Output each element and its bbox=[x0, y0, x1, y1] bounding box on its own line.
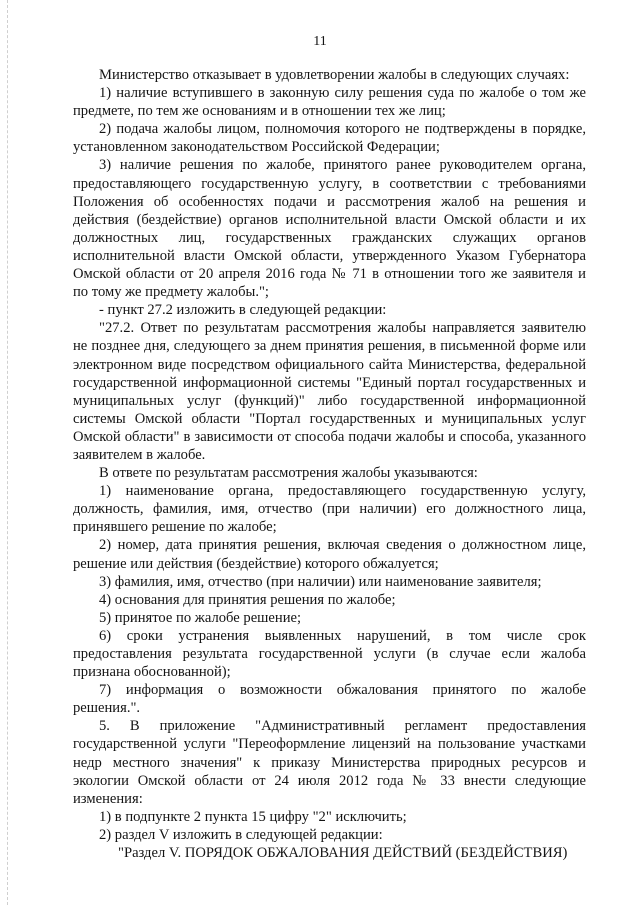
paragraph-line: предоставления результата государственной услуги (в случае если жалоба bbox=[73, 646, 586, 662]
paragraph-line: электронном виде посредством официального сайта Министерства, федеральной bbox=[73, 356, 586, 373]
paragraph-line: В ответе по результатам рассмотрения жалобы указываются: bbox=[99, 465, 478, 482]
paragraph-line: признана обоснованной); bbox=[73, 664, 231, 681]
paragraph-line: действия (бездействие) органов исполнительной власти Омской области и их bbox=[73, 211, 586, 228]
paragraph-line: 5. В приложение "Административный регламент предоставления bbox=[99, 718, 586, 735]
paragraph-line: 2) номер, дата принятия решения, включая сведения о должностном лице, bbox=[99, 537, 586, 554]
paragraph-line: принявшего решение по жалобе; bbox=[73, 519, 277, 536]
paragraph-line: предоставляющего государственную услугу, в соответствии с требованиями bbox=[73, 175, 586, 192]
paragraph-line: Положения об особенностях подачи и рассмотрения жалоб на решения и bbox=[73, 193, 586, 210]
paragraph-line: 1) наличие вступившего в законную силу решения суда по жалобе о том же bbox=[99, 85, 586, 102]
paragraph-line: установленном законодательством Российской Федерации; bbox=[73, 139, 440, 156]
paragraph-line: "27.2. Ответ по результатам рассмотрения жалобы направляется заявителю bbox=[99, 320, 586, 337]
paragraph-line: системы Омской области "Портал государственных и муниципальных услуг bbox=[73, 410, 586, 427]
paragraph-line: 4) основания для принятия решения по жалобе; bbox=[99, 591, 396, 608]
paragraph-line: 1) наименование органа, предоставляющего государственную услугу, bbox=[99, 483, 586, 500]
paragraph-line: Омской области от 20 апреля 2016 года № 71 в отношении того же заявителя и bbox=[73, 266, 586, 283]
paragraph-line: экологии Омской области от 24 июля 2012 года № 33 внести следующие bbox=[73, 772, 586, 789]
paragraph-line: 5) принятое по жалобе решение; bbox=[99, 609, 302, 626]
paragraph-line: исполнительной власти Омской области, утвержденного Указом Губернатора bbox=[73, 247, 586, 264]
page-number: 11 bbox=[313, 34, 327, 49]
paragraph-line: недр местного значения" к приказу Министерства природных ресурсов и bbox=[73, 754, 586, 771]
document-body bbox=[73, 66, 586, 862]
paragraph-line: муниципальных услуг (функций)" либо государственной информационной bbox=[73, 392, 586, 409]
paragraph-line: решения.". bbox=[73, 700, 141, 717]
paragraph-line: государственной информационной системы "Единый портал государственных и bbox=[73, 374, 586, 391]
paragraph-line: предмете, по тем же основаниям и в отношении тех же лиц; bbox=[73, 103, 446, 120]
section-heading-line: "Раздел V. ПОРЯДОК ОБЖАЛОВАНИЯ ДЕЙСТВИЙ (БЕЗДЕЙСТВИЯ) bbox=[118, 845, 568, 862]
paragraph-line: - пункт 27.2 изложить в следующей редакции: bbox=[99, 302, 387, 319]
paragraph-line: Министерство отказывает в удовлетворении жалобы в следующих случаях: bbox=[99, 67, 570, 83]
paragraph-line: 3) наличие решения по жалобе, принятого ранее руководителем органа, bbox=[99, 157, 586, 174]
paragraph-line: по тому же предмету жалобы."; bbox=[73, 284, 269, 301]
paragraph-line: 1) в подпункте 2 пункта 15 цифру "2" исключить; bbox=[99, 808, 407, 825]
paragraph-line: 7) информация о возможности обжалования принятого по жалобе bbox=[99, 682, 586, 699]
paragraph-line: заявителем в жалобе. bbox=[73, 446, 206, 463]
paragraph-line: Омской области" в зависимости от способа подачи жалобы и способа, указанного bbox=[73, 428, 586, 445]
paragraph-line: 2) подача жалобы лицом, полномочия которого не подтверждены в порядке, bbox=[99, 121, 586, 138]
paragraph-line: 3) фамилия, имя, отчество (при наличии) или наименование заявителя; bbox=[99, 573, 542, 590]
paragraph-line: государственной услуги "Переоформление лицензий на пользование участками bbox=[73, 736, 586, 753]
paragraph-line: не позднее дня, следующего за днем принятия решения, в письменной форме или bbox=[73, 338, 586, 355]
paragraph-line: должность, фамилия, имя, отчество (при наличии) его должностного лица, bbox=[73, 501, 586, 518]
paragraph-line: должностных лиц, государственных гражданских служащих органов bbox=[73, 229, 586, 246]
paragraph-line: 2) раздел V изложить в следующей редакции: bbox=[99, 826, 383, 843]
paragraph-line: 6) сроки устранения выявленных нарушений, в том числе срок bbox=[99, 627, 586, 644]
scan-edge-line bbox=[7, 0, 8, 905]
paragraph-line: решение или действия (бездействие) которого обжалуется; bbox=[73, 555, 439, 572]
paragraph-line: изменения: bbox=[73, 790, 143, 807]
